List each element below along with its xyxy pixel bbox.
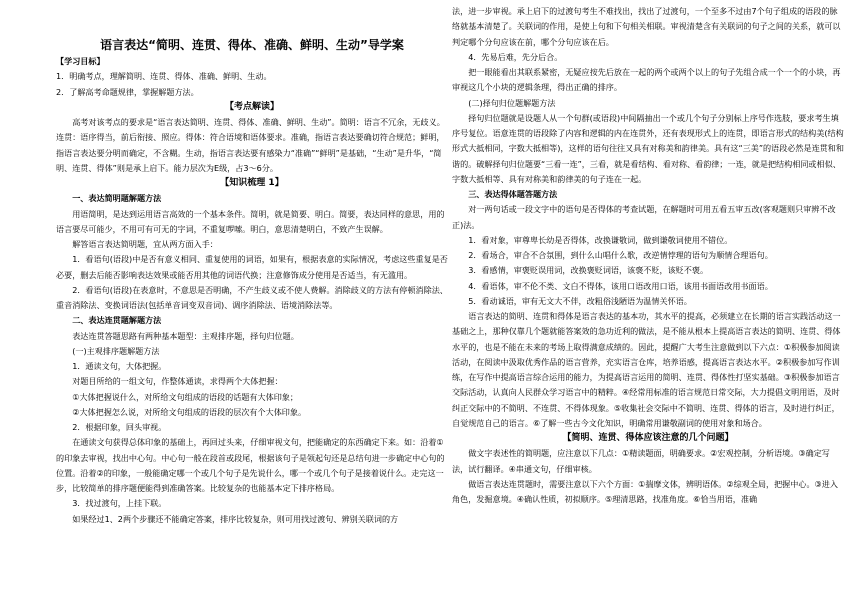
paragraph: 做语言表达连贯题时，需要注意以下六个方面：①揣摩文体，辨明语体。②综观全局，把握中心。③进入角色，发掘意境。④确认性质，初拟顺序。⑤理清思路，找准角度。⑥恰当用语，准确 (452, 478, 838, 504)
paragraph: (一)主观排序题解题方法 (72, 345, 160, 356)
paragraph: 用语简明，是达到运用语言高效的一个基本条件。简明，就是简要、明白。简要，表达同样的意思，用的语言要尽可能少，不用可有可无的字词，不重复啰嗦。明白，意思清楚明白，不致产生误解。 (56, 208, 445, 234)
subsection-heading: 一、表达简明题解题方法 (72, 193, 162, 204)
paragraph: 1．通读文句，大体把握。 (72, 361, 167, 371)
paragraph: 择句归位题就是设题人从一个句群(或语段)中间隔抽出一个或几个句子分别标上序号作选肢，要求考生填序号复位。语意连贯的语段除了内容和逻辑的内在连贯外，还有表现形式上的连贯，即语言形式的结构美(结构形式大抵相同，字数大抵相等)，这样的语句往往又具有对称美和韵律美。具有这“三美”的语段必然是连贯和和谐的。破解择句归位题要“三看一连”，三看，就是看结构、看对称、看韵律；一连，就是把结构相同或相似、字数大抵相等、具有对称美和韵律美的句子连在一起。 (452, 112, 844, 184)
paragraph: 5．看动诚语，审有无文大不伴，改粗俗浅陋语为温情关怀语。 (468, 295, 692, 306)
paragraph: 3．找过渡句，上挂下联。 (72, 498, 167, 509)
subsection-heading: 三、表达得体题答题方法 (468, 189, 558, 199)
paragraph: 在通读文句获得总体印象的基础上，再回过头来，仔细审视文句，把能确定的东西确定下来。如：沿着①的印象去审视，找出中心句。中心句一般在段首或段尾，根据该句子是领起句还是总结句进一步确定中心句的位置。沿着②的印象，一般能确定哪一个或几个句子是先说什么，哪一个或几个句子是接着说什么。走完这一步，比较简单的排序题便能得到准确答案。比较复杂的也能基本定下排序格局。 (56, 437, 445, 493)
paragraph: (二)择句归位题解题方法 (468, 97, 556, 108)
paragraph: 语言表达的简明、连贯和得体是语言表达的基本功，其水平的提高，必须建立在长期的语言实践活动这一基础之上，那种仅靠几个题就能答案效的急功近利的做法，是不能从根本上提高语言表达的简明、连贯、得体水平的，也是不能在未来的考场上取得满意成绩的。因此，提醒广大考生注意做到以下六点：①积极参加阅读活动，在阅读中汲取优秀作品的语言营养，充实语言仓库，培养语感，提高语言表达水平。②积极参加写作训练，在写作中提高语言综合运用的能力，为提高语言运用的简明、连贯、得体性打坚实基础。③积极参加语言交际活动，认真向人民群众学习语言中的精粹。④经常用标准的语言规范日常交际，大力提倡文明用语，及时纠正交际中的不简明、不连贯、不得体现象。⑤收集社会交际中不简明、连贯、得体的语言，及时进行纠正，自觉规范自己的语言。⑥了解一些古今文化知识，明确常用谦敬副词的使用对象和场合。 (452, 311, 841, 428)
paragraph: 如果经过1、2两个步骤还不能确定答案，排序比较复杂，则可用找过渡句、辨别关联词的方 (72, 513, 399, 524)
subsection-heading: 二、表达连贯题解题方法 (72, 315, 162, 326)
right-column (452, 4, 844, 507)
section-heading: 【学习目标】 (56, 56, 105, 66)
paragraph: 4．看语体，审不伦不类、文白不得体，该用口语改用口语，该用书面语改用书面语。 (468, 280, 773, 291)
paragraph: 对题目所给的一组文句，作整体通读，求得两个大体把握： (72, 376, 283, 387)
paragraph: 解答语言表达简明题，宜从两方面入手： (72, 239, 218, 249)
paragraph: 1．明确考点，理解简明、连贯、得体、准确、鲜明、生动。 (56, 71, 272, 82)
paragraph: 3．看感情，审褒贬误用词，改换褒贬词语，该褒不贬，该贬不褒。 (468, 265, 709, 276)
paragraph: 2．根据印象，回头审视。 (72, 422, 167, 432)
paragraph: 做文字表述性的简明题，应注意以下几点：①精读题面，明确要求。②宏观控制，分析语境。③确定写法，试行翻译。④串通文句，仔细审核。 (452, 448, 830, 474)
paragraph: 1．看语句(语段)中是否有意义相同、重复使用的词语，如果有，根据表意的实际情况，考虑这些重复是否必要，删去后能否影响表达效果或能否用其他的词语代换；注意修饰成分使用是否适当，有无滥用。 (56, 254, 448, 280)
paragraph: 把一眼能看出其联系紧密，无疑应按先后放在一起的两个或两个以上的句子先组合成一个一个的小块，再审视这几个小块的逻辑条理，得出正确的排序。 (452, 67, 841, 93)
left-column (56, 36, 448, 527)
page-title: 语言表达“简明、连贯、得体、准确、鲜明、生动”导学案 (100, 38, 404, 52)
center-heading: 【简明、连贯、得体应该注意的几个问题】 (562, 433, 734, 443)
paragraph: ①大体把握说什么，对所给文句组成的语段的话题有大体印象； (72, 391, 298, 402)
center-heading: 【考点解读】 (224, 101, 279, 112)
paragraph: ②大体把握怎么说，对所给文句组成的语段的层次有个大体印象。 (72, 406, 307, 417)
paragraph: 对一两句话或一段文字中的语句是否得体的考查试题，在解题时可用五看五审五改(客观题则只审辨不改正)法。 (452, 204, 836, 230)
paragraph: 高考对该考点的要求是“语言表达简明、连贯、得体、准确、鲜明、生动”。简明：语言不冗余，无歧义。连贯：语序得当，前后衔接、照应。得体：符合语境和语体要求。准确，指语言表达要确切符合规范；鲜明，指语言表达要分明而确定，不含糊。生动，指语言表达要有感染力“准确”“鲜明”是基础，“生动”是升华，“简明、连贯、得体”则是承上启下。能力层次为E级，占3～6分。 (56, 117, 445, 173)
paragraph: 1．看对象，审尊卑长幼是否得体，改换谦敬词，做到谦敬词使用不错位。 (468, 234, 733, 245)
paragraph: 法，进一步审视。承上启下的过渡句考生不难找出，找出了过渡句，一个至多不过由7个句子组成的语段的脉络就基本清楚了。关联词的作用，是使上句和下句相关相联。审视清楚含有关联词的句子之间的关系，就可以判定哪个分句应该在前，哪个分句应该在后。 (452, 6, 841, 47)
paragraph: 4．先易后难，先分后合。 (468, 51, 563, 62)
paragraph: 2．看语句(语段)在表意时，不意思是否明确，不产生歧义或不使人费解。消除歧义的方法有停顿消除法、重音消除法、变换词语法(包括单音词变双音词)、调序消除法、语境消除法等。 (56, 284, 448, 310)
paragraph: 2．看场合，审合不合氛围，到什么山唱什么歌，改逆情悖理的语句为顺情合理语句。 (468, 250, 773, 260)
center-heading: 【知识梳理 1】 (220, 178, 284, 188)
paragraph: 表达连贯答题思路有两种基本题型：主观排序题，择句归位题。 (72, 330, 299, 341)
paragraph: 2．了解高考命题规律，掌握解题方法。 (56, 86, 199, 97)
